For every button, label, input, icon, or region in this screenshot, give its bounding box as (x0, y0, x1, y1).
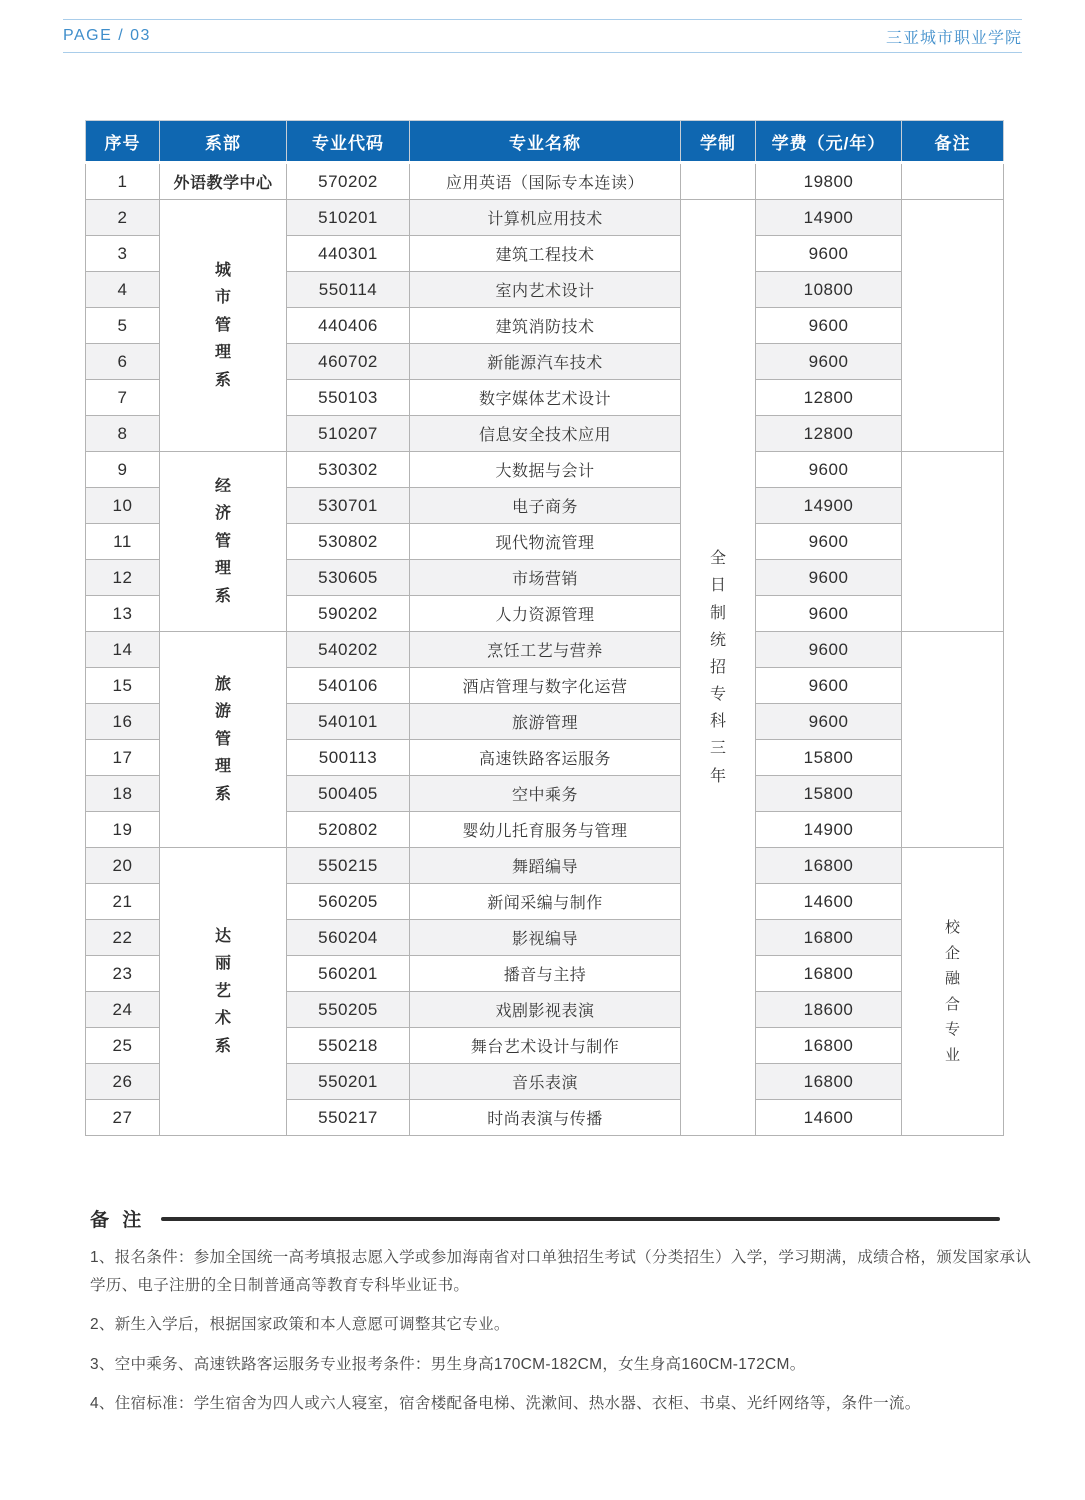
table-row (86, 452, 1004, 488)
row-number: 18 (86, 776, 160, 812)
row-number: 23 (86, 956, 160, 992)
majors-table-body (86, 163, 1004, 1136)
remark-cell (902, 632, 1004, 848)
row-number: 22 (86, 920, 160, 956)
tuition-fee: 14900 (756, 812, 902, 848)
major-code: 530802 (287, 524, 410, 560)
department-name: 旅游管理系 (214, 675, 231, 803)
major-name: 旅游管理 (410, 704, 681, 740)
tuition-fee: 9600 (756, 452, 902, 488)
tuition-fee: 9600 (756, 524, 902, 560)
major-name: 新闻采编与制作 (410, 884, 681, 920)
department-name: 外语教学中心 (173, 175, 273, 192)
major-code: 570202 (287, 163, 410, 200)
tuition-fee: 14900 (756, 200, 902, 236)
major-code: 540101 (287, 704, 410, 740)
tuition-fee: 16800 (756, 1064, 902, 1100)
majors-table (85, 120, 1004, 1136)
major-name: 电子商务 (410, 488, 681, 524)
major-name: 高速铁路客运服务 (410, 740, 681, 776)
majors-table-section (85, 120, 1003, 1136)
department-name: 城市管理系 (214, 261, 231, 389)
remark-cell (902, 200, 1004, 452)
tuition-fee: 16800 (756, 1028, 902, 1064)
major-name: 应用英语（国际专本连读） (410, 163, 681, 200)
col-header-tuition: 学费（元/年） (756, 121, 902, 163)
major-code: 500113 (287, 740, 410, 776)
notes-section (90, 1205, 1042, 1430)
tuition-fee: 18600 (756, 992, 902, 1028)
tuition-fee: 9600 (756, 308, 902, 344)
major-code: 460702 (287, 344, 410, 380)
major-name: 戏剧影视表演 (410, 992, 681, 1028)
tuition-fee: 9600 (756, 344, 902, 380)
major-code: 520802 (287, 812, 410, 848)
department-cell (160, 163, 287, 200)
row-number: 24 (86, 992, 160, 1028)
remark-cell (902, 848, 1004, 1136)
major-name: 人力资源管理 (410, 596, 681, 632)
major-name: 播音与主持 (410, 956, 681, 992)
row-number: 6 (86, 344, 160, 380)
col-header-duration: 学制 (681, 121, 756, 163)
row-number: 11 (86, 524, 160, 560)
major-code: 550205 (287, 992, 410, 1028)
major-code: 500405 (287, 776, 410, 812)
row-number: 21 (86, 884, 160, 920)
major-name: 现代物流管理 (410, 524, 681, 560)
major-code: 550215 (287, 848, 410, 884)
table-row (86, 163, 1004, 200)
tuition-fee: 14900 (756, 488, 902, 524)
col-header-department: 系部 (160, 121, 287, 163)
major-name: 市场营销 (410, 560, 681, 596)
major-name: 空中乘务 (410, 776, 681, 812)
notes-divider (161, 1217, 1000, 1221)
major-code: 550114 (287, 272, 410, 308)
major-name: 婴幼儿托育服务与管理 (410, 812, 681, 848)
major-code: 530302 (287, 452, 410, 488)
major-name: 影视编导 (410, 920, 681, 956)
tuition-fee: 9600 (756, 560, 902, 596)
note-item: 1、报名条件：参加全国统一高考填报志愿入学或参加海南省对口单独招生考试（分类招生）入学，学习期满，成绩合格，颁发国家承认学历、电子注册的全日制普通高等教育专科毕业证书。 (90, 1249, 1032, 1294)
row-number: 1 (86, 163, 160, 200)
department-cell (160, 848, 287, 1136)
major-name: 大数据与会计 (410, 452, 681, 488)
major-name: 酒店管理与数字化运营 (410, 668, 681, 704)
major-code: 550103 (287, 380, 410, 416)
row-number: 2 (86, 200, 160, 236)
tuition-fee: 19800 (756, 163, 902, 200)
major-code: 530605 (287, 560, 410, 596)
row-number: 7 (86, 380, 160, 416)
row-number: 3 (86, 236, 160, 272)
note-item: 4、住宿标准：学生宿舍为四人或六人寝室，宿舍楼配备电梯、洗漱间、热水器、衣柜、书桌、光纤网络等，条件一流。 (90, 1395, 921, 1413)
major-code: 560205 (287, 884, 410, 920)
page-header (63, 19, 1022, 53)
major-code: 510207 (287, 416, 410, 452)
table-row (86, 848, 1004, 884)
tuition-fee: 15800 (756, 776, 902, 812)
major-name: 建筑工程技术 (410, 236, 681, 272)
major-name: 烹饪工艺与营养 (410, 632, 681, 668)
row-number: 17 (86, 740, 160, 776)
major-code: 550201 (287, 1064, 410, 1100)
department-cell (160, 452, 287, 632)
notes-list (90, 1244, 1042, 1418)
remark-cell (902, 452, 1004, 632)
major-code: 530701 (287, 488, 410, 524)
row-number: 27 (86, 1100, 160, 1136)
note-item: 3、空中乘务、高速铁路客运服务专业报考条件：男生身高170CM-182CM，女生身高160CM-172CM。 (90, 1355, 806, 1373)
row-number: 12 (86, 560, 160, 596)
tuition-fee: 16800 (756, 956, 902, 992)
row-number: 4 (86, 272, 160, 308)
row-number: 25 (86, 1028, 160, 1064)
major-code: 440301 (287, 236, 410, 272)
school-name: 三亚城市职业学院 (885, 29, 1022, 47)
row-number: 14 (86, 632, 160, 668)
tuition-fee: 16800 (756, 920, 902, 956)
col-header-remark: 备注 (902, 121, 1004, 163)
major-code: 560204 (287, 920, 410, 956)
major-name: 信息安全技术应用 (410, 416, 681, 452)
major-name: 建筑消防技术 (410, 308, 681, 344)
department-cell (160, 200, 287, 452)
tuition-fee: 9600 (756, 596, 902, 632)
page-number: PAGE / 03 (63, 27, 151, 44)
row-number: 26 (86, 1064, 160, 1100)
row-number: 5 (86, 308, 160, 344)
department-name: 达丽艺术系 (214, 927, 231, 1055)
tuition-fee: 12800 (756, 380, 902, 416)
department-cell (160, 632, 287, 848)
row-number: 9 (86, 452, 160, 488)
duration-text: 全日制统招专科三年 (709, 550, 726, 785)
row-number: 8 (86, 416, 160, 452)
major-name: 计算机应用技术 (410, 200, 681, 236)
notes-header (90, 1205, 1042, 1232)
tuition-fee: 15800 (756, 740, 902, 776)
duration-cell (681, 163, 756, 200)
major-code: 540202 (287, 632, 410, 668)
tuition-fee: 9600 (756, 236, 902, 272)
remark-cell (902, 163, 1004, 200)
tuition-fee: 14600 (756, 1100, 902, 1136)
major-name: 数字媒体艺术设计 (410, 380, 681, 416)
row-number: 19 (86, 812, 160, 848)
major-name: 新能源汽车技术 (410, 344, 681, 380)
row-number: 20 (86, 848, 160, 884)
row-number: 15 (86, 668, 160, 704)
major-code: 550217 (287, 1100, 410, 1136)
tuition-fee: 9600 (756, 632, 902, 668)
major-name: 舞蹈编导 (410, 848, 681, 884)
major-name: 舞台艺术设计与制作 (410, 1028, 681, 1064)
major-code: 440406 (287, 308, 410, 344)
notes-title: 备 注 (90, 1210, 146, 1231)
row-number: 16 (86, 704, 160, 740)
row-number: 13 (86, 596, 160, 632)
tuition-fee: 9600 (756, 704, 902, 740)
tuition-fee: 14600 (756, 884, 902, 920)
col-header-major-name: 专业名称 (410, 121, 681, 163)
major-code: 540106 (287, 668, 410, 704)
major-name: 时尚表演与传播 (410, 1100, 681, 1136)
department-name: 经济管理系 (214, 477, 231, 605)
major-code: 590202 (287, 596, 410, 632)
col-header-major-code: 专业代码 (287, 121, 410, 163)
major-name: 室内艺术设计 (410, 272, 681, 308)
table-row (86, 200, 1004, 236)
remark-text: 校企融合专业 (944, 919, 960, 1064)
major-code: 560201 (287, 956, 410, 992)
major-code: 550218 (287, 1028, 410, 1064)
note-item: 2、新生入学后，根据国家政策和本人意愿可调整其它专业。 (90, 1316, 510, 1334)
tuition-fee: 16800 (756, 848, 902, 884)
table-header-row (86, 121, 1004, 163)
duration-cell (681, 200, 756, 1136)
major-name: 音乐表演 (410, 1064, 681, 1100)
col-header-no: 序号 (86, 121, 160, 163)
tuition-fee: 9600 (756, 668, 902, 704)
tuition-fee: 12800 (756, 416, 902, 452)
tuition-fee: 10800 (756, 272, 902, 308)
major-code: 510201 (287, 200, 410, 236)
row-number: 10 (86, 488, 160, 524)
table-row (86, 632, 1004, 668)
